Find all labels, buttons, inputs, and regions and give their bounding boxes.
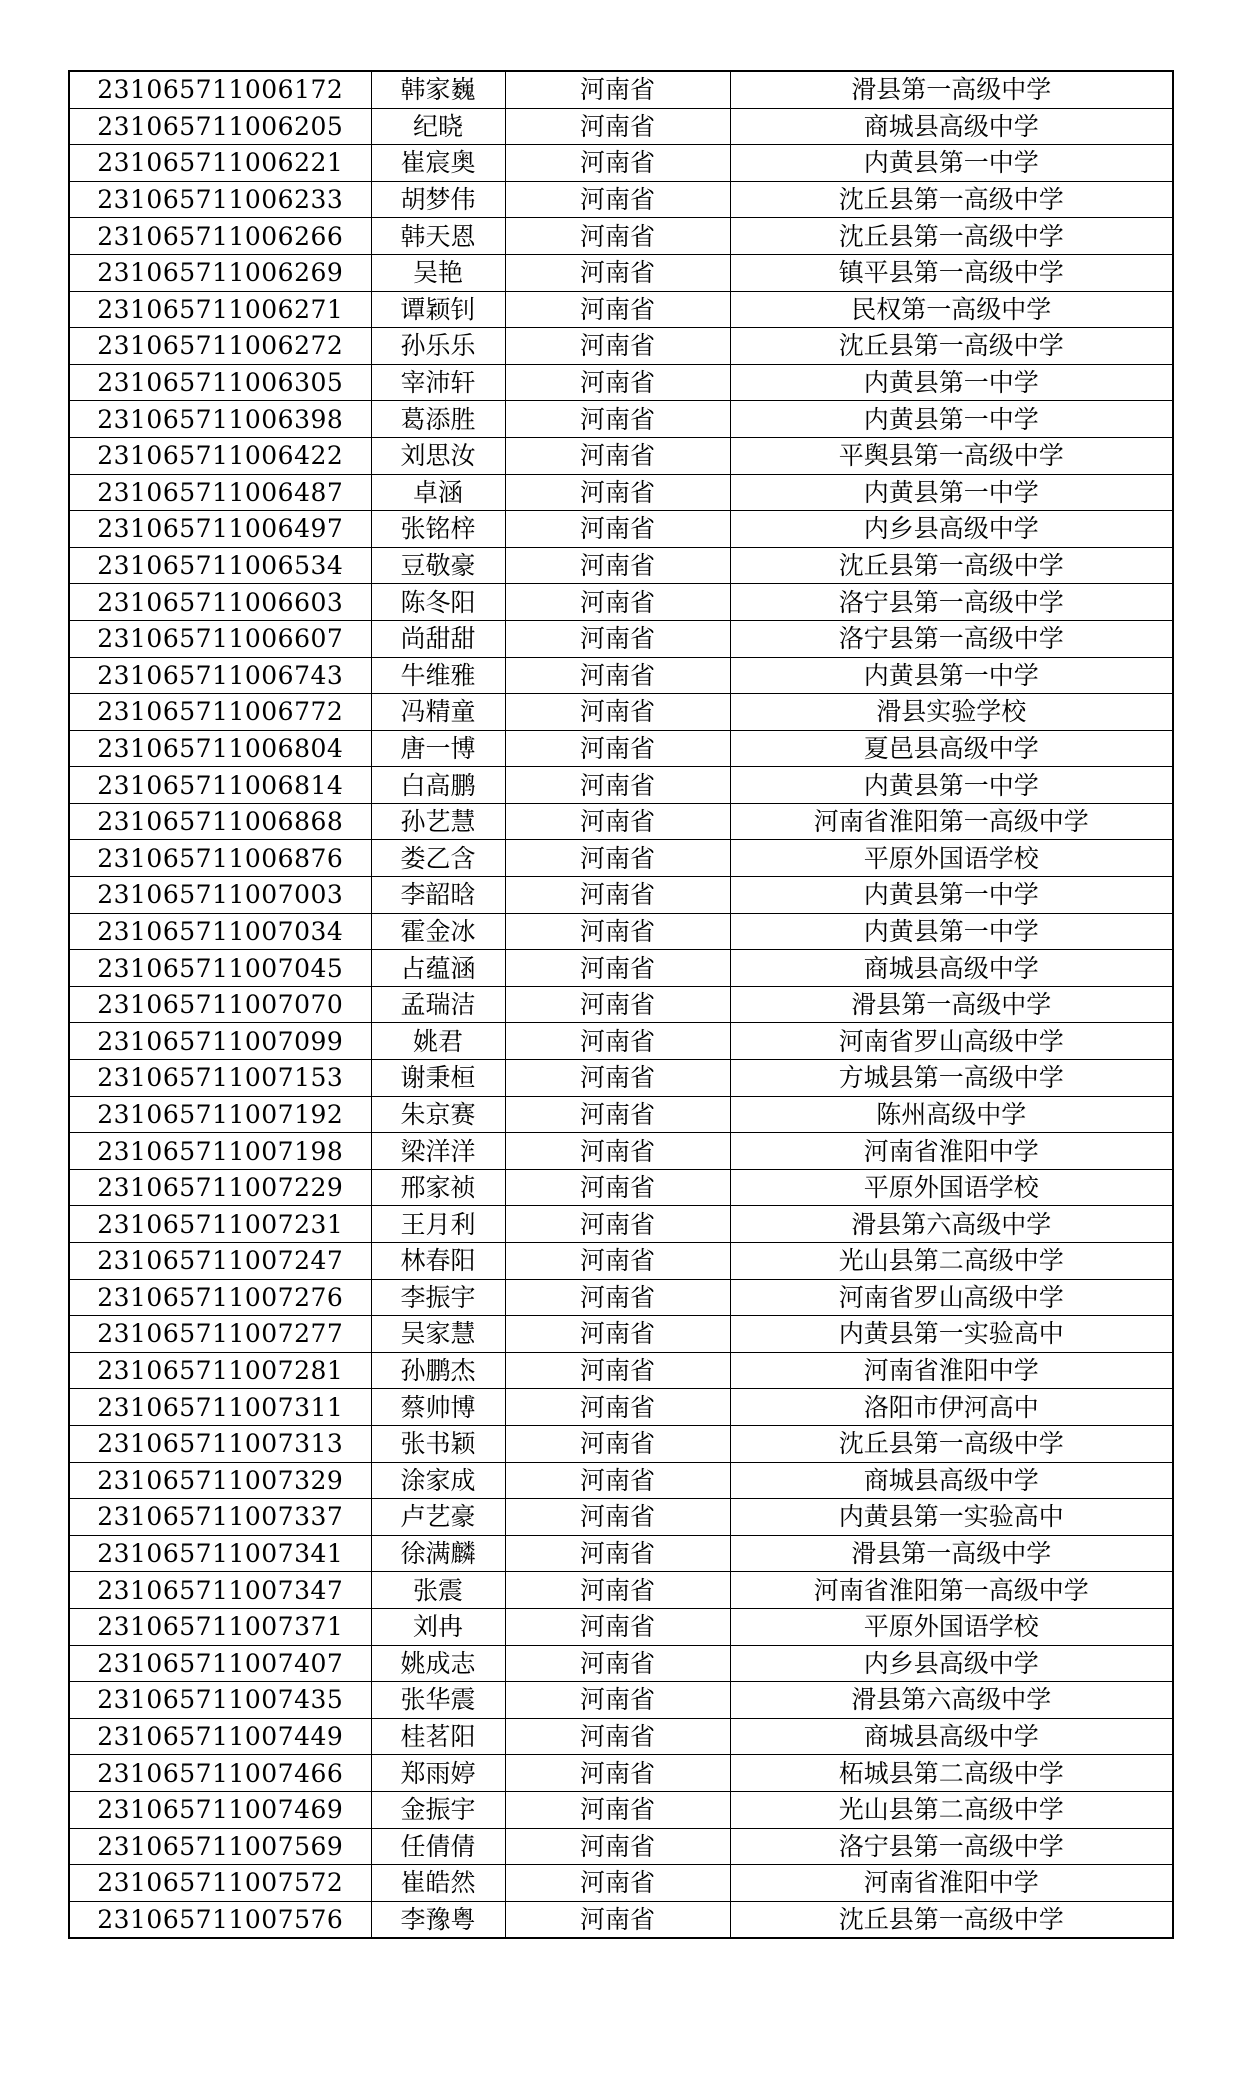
province-cell: 河南省 [505,1572,730,1609]
school-name-cell: 沈丘县第一高级中学 [730,181,1173,218]
student-name-cell: 郑雨婷 [371,1755,505,1792]
province-cell: 河南省 [505,1791,730,1828]
table-row [69,1389,1173,1426]
student-name-cell: 刘冉 [371,1608,505,1645]
table-row [69,1791,1173,1828]
table-row [69,437,1173,474]
province-cell: 河南省 [505,254,730,291]
candidate-number-cell: 231065711007099 [69,1023,371,1060]
table-row [69,767,1173,804]
province-cell: 河南省 [505,913,730,950]
school-name-cell: 内黄县第一中学 [730,913,1173,950]
table-row [69,511,1173,548]
school-name-cell: 洛宁县第一高级中学 [730,584,1173,621]
province-cell: 河南省 [505,1608,730,1645]
school-name-cell: 沈丘县第一高级中学 [730,1901,1173,1938]
province-cell: 河南省 [505,877,730,914]
candidate-number-cell: 231065711006497 [69,511,371,548]
candidate-number-cell: 231065711006271 [69,291,371,328]
table-row [69,364,1173,401]
province-cell: 河南省 [505,511,730,548]
table-row [69,840,1173,877]
table-row [69,1316,1173,1353]
school-name-cell: 内乡县高级中学 [730,1645,1173,1682]
province-cell: 河南省 [505,1425,730,1462]
student-name-cell: 胡梦伟 [371,181,505,218]
province-cell: 河南省 [505,1682,730,1719]
table-row [69,1901,1173,1938]
candidate-number-cell: 231065711007469 [69,1791,371,1828]
school-name-cell: 洛宁县第一高级中学 [730,620,1173,657]
student-name-cell: 霍金冰 [371,913,505,950]
school-name-cell: 河南省淮阳中学 [730,1133,1173,1170]
table-row [69,986,1173,1023]
school-name-cell: 内黄县第一中学 [730,877,1173,914]
table-row [69,328,1173,365]
candidate-number-cell: 231065711007229 [69,1169,371,1206]
school-name-cell: 民权第一高级中学 [730,291,1173,328]
school-name-cell: 滑县第六高级中学 [730,1682,1173,1719]
table-row [69,950,1173,987]
candidate-number-cell: 231065711006221 [69,145,371,182]
student-name-cell: 金振宇 [371,1791,505,1828]
table-row [69,877,1173,914]
candidate-number-cell: 231065711006422 [69,437,371,474]
student-list-table [68,70,1174,1939]
province-cell: 河南省 [505,1865,730,1902]
candidate-number-cell: 231065711007070 [69,986,371,1023]
candidate-number-cell: 231065711006172 [69,71,371,108]
school-name-cell: 商城县高级中学 [730,950,1173,987]
table-row [69,108,1173,145]
province-cell: 河南省 [505,1316,730,1353]
table-row [69,218,1173,255]
province-cell: 河南省 [505,181,730,218]
student-name-cell: 刘思汝 [371,437,505,474]
province-cell: 河南省 [505,1206,730,1243]
student-name-cell: 唐一博 [371,730,505,767]
school-name-cell: 陈州高级中学 [730,1096,1173,1133]
school-name-cell: 河南省淮阳第一高级中学 [730,1572,1173,1609]
candidate-number-cell: 231065711007231 [69,1206,371,1243]
province-cell: 河南省 [505,803,730,840]
province-cell: 河南省 [505,767,730,804]
candidate-number-cell: 231065711007435 [69,1682,371,1719]
school-name-cell: 内黄县第一实验高中 [730,1499,1173,1536]
student-name-cell: 涂家成 [371,1462,505,1499]
school-name-cell: 河南省罗山高级中学 [730,1279,1173,1316]
student-name-cell: 陈冬阳 [371,584,505,621]
table-row [69,1828,1173,1865]
table-row [69,1865,1173,1902]
school-name-cell: 内黄县第一中学 [730,401,1173,438]
student-name-cell: 朱京赛 [371,1096,505,1133]
school-name-cell: 河南省淮阳第一高级中学 [730,803,1173,840]
table-row [69,1572,1173,1609]
province-cell: 河南省 [505,620,730,657]
school-name-cell: 滑县第六高级中学 [730,1206,1173,1243]
candidate-number-cell: 231065711007371 [69,1608,371,1645]
school-name-cell: 内黄县第一中学 [730,474,1173,511]
table-row [69,145,1173,182]
school-name-cell: 光山县第二高级中学 [730,1791,1173,1828]
candidate-number-cell: 231065711006607 [69,620,371,657]
province-cell: 河南省 [505,218,730,255]
candidate-number-cell: 231065711006398 [69,401,371,438]
table-row [69,1535,1173,1572]
table-row [69,1682,1173,1719]
candidate-number-cell: 231065711007466 [69,1755,371,1792]
table-row [69,181,1173,218]
table-row [69,1243,1173,1280]
table-row [69,1023,1173,1060]
candidate-number-cell: 231065711007407 [69,1645,371,1682]
table-row [69,1206,1173,1243]
candidate-number-cell: 231065711007276 [69,1279,371,1316]
school-name-cell: 沈丘县第一高级中学 [730,328,1173,365]
province-cell: 河南省 [505,1243,730,1280]
table-row [69,1425,1173,1462]
table-row [69,620,1173,657]
student-name-cell: 牛维雅 [371,657,505,694]
province-cell: 河南省 [505,730,730,767]
table-row [69,803,1173,840]
school-name-cell: 商城县高级中学 [730,1462,1173,1499]
school-name-cell: 平原外国语学校 [730,840,1173,877]
province-cell: 河南省 [505,1901,730,1938]
student-name-cell: 崔皓然 [371,1865,505,1902]
province-cell: 河南省 [505,986,730,1023]
candidate-number-cell: 231065711006272 [69,328,371,365]
student-name-cell: 张铭梓 [371,511,505,548]
student-name-cell: 宰沛轩 [371,364,505,401]
school-name-cell: 沈丘县第一高级中学 [730,1425,1173,1462]
school-name-cell: 方城县第一高级中学 [730,1060,1173,1097]
school-name-cell: 沈丘县第一高级中学 [730,218,1173,255]
student-name-cell: 孙鹏杰 [371,1352,505,1389]
province-cell: 河南省 [505,1352,730,1389]
province-cell: 河南省 [505,401,730,438]
table-row [69,1133,1173,1170]
student-name-cell: 纪晓 [371,108,505,145]
student-name-cell: 梁洋洋 [371,1133,505,1170]
candidate-number-cell: 231065711006603 [69,584,371,621]
student-name-cell: 林春阳 [371,1243,505,1280]
table-row [69,254,1173,291]
table-row [69,1169,1173,1206]
table-row [69,1352,1173,1389]
student-name-cell: 姚君 [371,1023,505,1060]
student-name-cell: 占蕴涵 [371,950,505,987]
province-cell: 河南省 [505,145,730,182]
school-name-cell: 夏邑县高级中学 [730,730,1173,767]
candidate-number-cell: 231065711007034 [69,913,371,950]
province-cell: 河南省 [505,584,730,621]
student-name-cell: 韩家巍 [371,71,505,108]
student-name-cell: 崔宸奥 [371,145,505,182]
student-name-cell: 谢秉桓 [371,1060,505,1097]
candidate-number-cell: 231065711007341 [69,1535,371,1572]
province-cell: 河南省 [505,547,730,584]
school-name-cell: 河南省淮阳中学 [730,1865,1173,1902]
province-cell: 河南省 [505,1060,730,1097]
candidate-number-cell: 231065711007449 [69,1718,371,1755]
candidate-number-cell: 231065711007337 [69,1499,371,1536]
candidate-number-cell: 231065711006876 [69,840,371,877]
school-name-cell: 平原外国语学校 [730,1169,1173,1206]
candidate-number-cell: 231065711007347 [69,1572,371,1609]
student-name-cell: 葛添胜 [371,401,505,438]
candidate-number-cell: 231065711006743 [69,657,371,694]
table-row [69,1462,1173,1499]
table-row [69,474,1173,511]
school-name-cell: 商城县高级中学 [730,108,1173,145]
candidate-number-cell: 231065711006205 [69,108,371,145]
province-cell: 河南省 [505,328,730,365]
school-name-cell: 洛阳市伊河高中 [730,1389,1173,1426]
student-name-cell: 李振宇 [371,1279,505,1316]
table-row [69,1499,1173,1536]
student-name-cell: 张书颖 [371,1425,505,1462]
student-name-cell: 娄乙含 [371,840,505,877]
province-cell: 河南省 [505,1499,730,1536]
table-row [69,401,1173,438]
student-name-cell: 孙艺慧 [371,803,505,840]
table-row [69,913,1173,950]
candidate-number-cell: 231065711007313 [69,1425,371,1462]
school-name-cell: 沈丘县第一高级中学 [730,547,1173,584]
candidate-number-cell: 231065711007198 [69,1133,371,1170]
student-name-cell: 张震 [371,1572,505,1609]
school-name-cell: 洛宁县第一高级中学 [730,1828,1173,1865]
province-cell: 河南省 [505,474,730,511]
province-cell: 河南省 [505,291,730,328]
school-name-cell: 平舆县第一高级中学 [730,437,1173,474]
candidate-number-cell: 231065711007045 [69,950,371,987]
student-name-cell: 孙乐乐 [371,328,505,365]
student-name-cell: 吴艳 [371,254,505,291]
province-cell: 河南省 [505,694,730,731]
student-name-cell: 蔡帅博 [371,1389,505,1426]
student-name-cell: 任倩倩 [371,1828,505,1865]
candidate-number-cell: 231065711007003 [69,877,371,914]
candidate-number-cell: 231065711007569 [69,1828,371,1865]
candidate-number-cell: 231065711006487 [69,474,371,511]
province-cell: 河南省 [505,71,730,108]
student-name-cell: 韩天恩 [371,218,505,255]
student-name-cell: 姚成志 [371,1645,505,1682]
province-cell: 河南省 [505,1133,730,1170]
candidate-number-cell: 231065711007277 [69,1316,371,1353]
table-row [69,291,1173,328]
school-name-cell: 柘城县第二高级中学 [730,1755,1173,1792]
candidate-number-cell: 231065711006772 [69,694,371,731]
student-name-cell: 卢艺豪 [371,1499,505,1536]
province-cell: 河南省 [505,1462,730,1499]
candidate-number-cell: 231065711007572 [69,1865,371,1902]
candidate-number-cell: 231065711007329 [69,1462,371,1499]
province-cell: 河南省 [505,1645,730,1682]
student-name-cell: 尚甜甜 [371,620,505,657]
province-cell: 河南省 [505,437,730,474]
province-cell: 河南省 [505,1096,730,1133]
candidate-number-cell: 231065711006804 [69,730,371,767]
student-name-cell: 豆敬豪 [371,547,505,584]
province-cell: 河南省 [505,950,730,987]
table-body [69,71,1173,1938]
table-row [69,1645,1173,1682]
student-name-cell: 桂茗阳 [371,1718,505,1755]
province-cell: 河南省 [505,1535,730,1572]
table-row [69,694,1173,731]
province-cell: 河南省 [505,1755,730,1792]
candidate-number-cell: 231065711007311 [69,1389,371,1426]
student-name-cell: 李豫粤 [371,1901,505,1938]
table-row [69,1608,1173,1645]
table-row [69,657,1173,694]
candidate-number-cell: 231065711006868 [69,803,371,840]
table-row [69,584,1173,621]
school-name-cell: 内黄县第一中学 [730,657,1173,694]
school-name-cell: 商城县高级中学 [730,1718,1173,1755]
student-name-cell: 冯精童 [371,694,505,731]
school-name-cell: 滑县第一高级中学 [730,1535,1173,1572]
province-cell: 河南省 [505,1169,730,1206]
school-name-cell: 镇平县第一高级中学 [730,254,1173,291]
candidate-number-cell: 231065711006305 [69,364,371,401]
candidate-number-cell: 231065711007281 [69,1352,371,1389]
student-name-cell: 李韶晗 [371,877,505,914]
table-row [69,1718,1173,1755]
table-row [69,1060,1173,1097]
candidate-number-cell: 231065711006269 [69,254,371,291]
student-name-cell: 卓涵 [371,474,505,511]
student-name-cell: 邢家祯 [371,1169,505,1206]
candidate-number-cell: 231065711006233 [69,181,371,218]
province-cell: 河南省 [505,1828,730,1865]
table-row [69,1096,1173,1133]
student-name-cell: 徐满麟 [371,1535,505,1572]
school-name-cell: 河南省淮阳中学 [730,1352,1173,1389]
candidate-number-cell: 231065711006534 [69,547,371,584]
school-name-cell: 内黄县第一实验高中 [730,1316,1173,1353]
school-name-cell: 内乡县高级中学 [730,511,1173,548]
province-cell: 河南省 [505,1279,730,1316]
province-cell: 河南省 [505,1023,730,1060]
table-row [69,1755,1173,1792]
student-name-cell: 王月利 [371,1206,505,1243]
province-cell: 河南省 [505,1718,730,1755]
candidate-number-cell: 231065711007576 [69,1901,371,1938]
province-cell: 河南省 [505,840,730,877]
province-cell: 河南省 [505,1389,730,1426]
candidate-number-cell: 231065711006814 [69,767,371,804]
candidate-number-cell: 231065711006266 [69,218,371,255]
table-row [69,71,1173,108]
school-name-cell: 光山县第二高级中学 [730,1243,1173,1280]
school-name-cell: 内黄县第一中学 [730,364,1173,401]
candidate-number-cell: 231065711007247 [69,1243,371,1280]
school-name-cell: 内黄县第一中学 [730,145,1173,182]
student-name-cell: 谭颖钊 [371,291,505,328]
province-cell: 河南省 [505,364,730,401]
province-cell: 河南省 [505,657,730,694]
school-name-cell: 河南省罗山高级中学 [730,1023,1173,1060]
school-name-cell: 内黄县第一中学 [730,767,1173,804]
table-row [69,730,1173,767]
table-row [69,547,1173,584]
province-cell: 河南省 [505,108,730,145]
student-name-cell: 吴家慧 [371,1316,505,1353]
table-row [69,1279,1173,1316]
school-name-cell: 滑县第一高级中学 [730,986,1173,1023]
candidate-number-cell: 231065711007192 [69,1096,371,1133]
student-name-cell: 白高鹏 [371,767,505,804]
school-name-cell: 滑县第一高级中学 [730,71,1173,108]
school-name-cell: 平原外国语学校 [730,1608,1173,1645]
candidate-number-cell: 231065711007153 [69,1060,371,1097]
school-name-cell: 滑县实验学校 [730,694,1173,731]
student-name-cell: 孟瑞洁 [371,986,505,1023]
student-name-cell: 张华震 [371,1682,505,1719]
